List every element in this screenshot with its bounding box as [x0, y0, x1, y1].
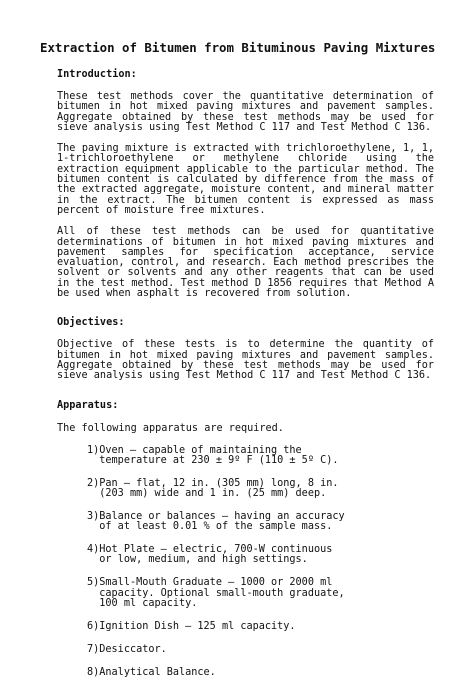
- apparatus-item-number: 3): [87, 510, 100, 522]
- apparatus-item-text: Analytical Balance.: [99, 666, 216, 678]
- document-title: Extraction of Bitumen from Bituminous Paving Mixtures: [40, 40, 436, 55]
- apparatus-item-text: Oven – capable of maintaining the temperature at 230 ± 9º F (110 ± 5º C).: [99, 444, 339, 466]
- apparatus-item: [87, 668, 434, 678]
- introduction-paragraph-1: These test methods cover the quantitative determination of bitumen in hot mixed paving mixtures and pavement samples. Aggregate obtained by these test methods may be used for sieve analysis using Test Method C 117 and Test Method C 136.: [57, 91, 434, 133]
- apparatus-item-text: Hot Plate – electric, 700-W continuous or low, medium, and high settings.: [99, 544, 333, 566]
- apparatus-list: [57, 446, 434, 678]
- apparatus-item-text: Pan – flat, 12 in. (305 mm) long, 8 in. (203 mm) wide and 1 in. (25 mm) deep.: [99, 477, 339, 500]
- apparatus-item: [87, 512, 434, 533]
- apparatus-heading: Apparatus:: [57, 399, 119, 411]
- apparatus-item-number: 7): [87, 643, 100, 655]
- apparatus-item-text: Ignition Dish – 125 ml capacity.: [99, 620, 296, 632]
- introduction-heading: Introduction:: [57, 69, 137, 80]
- apparatus-item: [87, 578, 434, 609]
- apparatus-item: [87, 645, 434, 655]
- apparatus-item-text: Desiccator.: [99, 643, 167, 655]
- apparatus-item-number: 1): [87, 444, 100, 456]
- apparatus-item-text: Balance or balances – having an accuracy of at least 0.01 % of the sample mass.: [99, 510, 345, 533]
- apparatus-item-number: 4): [87, 544, 100, 556]
- apparatus-item-number: 8): [87, 666, 100, 678]
- introduction-paragraph-2: The paving mixture is extracted with trichloroethylene, 1, 1, 1-trichloroethylene or methylene chloride using the extraction equipment applicable to the particular method. The bitumen content is calculated by difference from the mass of the extracted aggregate, moisture content, and mineral matter in the extract. The bitumen content is expressed as mass percent of moisture free mixtures.: [57, 143, 434, 216]
- objectives-paragraph: Objective of these tests is to determine the quantity of bitumen in hot mixed paving mixtures and pavement samples. Aggregate obtained by these test methods may be used for sieve analysis using Test Method C 117 and Test Method C 136.: [57, 339, 434, 382]
- apparatus-item-number: 5): [87, 577, 100, 589]
- introduction-paragraph-3: All of these test methods can be used for quantitative determinations of bitumen in hot mixed paving mixtures and pavement samples for specification acceptance, service evaluation, control, and research. Each method prescribes the solvent or solvents and any other reagents that can be used in the test method. Test method D 1856 requires that Method A be used when asphalt is recovered from solution.: [57, 226, 434, 300]
- apparatus-item-number: 2): [87, 477, 100, 489]
- apparatus-item-number: 6): [87, 620, 100, 632]
- apparatus-item: [87, 479, 434, 500]
- apparatus-item-text: Small-Mouth Graduate – 1000 or 2000 ml capacity. Optional small-mouth graduate, 100 ml capacity.: [99, 577, 345, 609]
- apparatus-lead: The following apparatus are required.: [57, 422, 284, 434]
- objectives-heading: Objectives:: [57, 317, 125, 329]
- apparatus-item: [87, 545, 434, 566]
- apparatus-item: [87, 446, 434, 467]
- apparatus-item: [87, 622, 434, 632]
